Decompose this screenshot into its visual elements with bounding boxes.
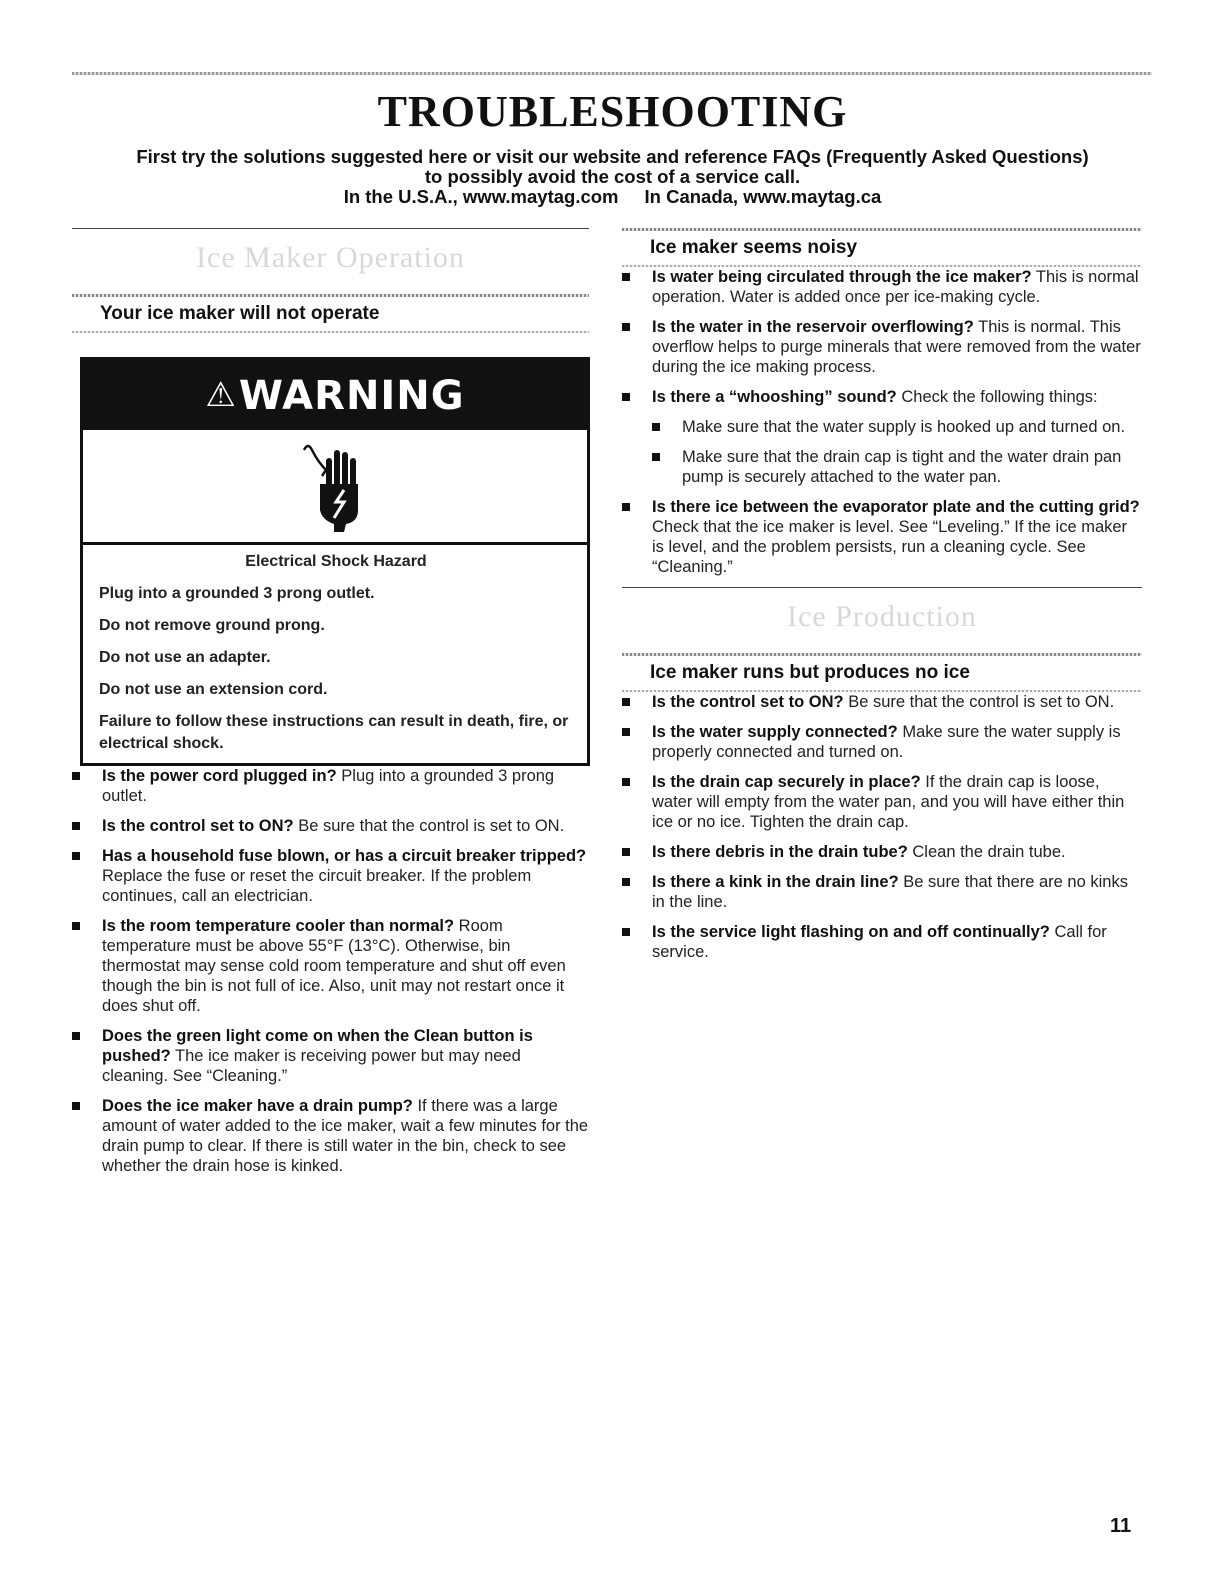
right-column [622, 228, 1142, 972]
item-answer: Make sure the water supply is properly connected and turned on. [652, 723, 1121, 761]
list-item [72, 1096, 589, 1176]
list-item [622, 842, 1142, 862]
item-question: Is there debris in the drain tube? [652, 843, 908, 861]
list-item [622, 872, 1142, 912]
warning-line: Do not use an extension cord. [99, 681, 328, 698]
subhead-seems-noisy: Ice maker seems noisy [650, 237, 858, 258]
item-answer: Call for service. [652, 923, 1107, 961]
left-troubleshoot-list [72, 766, 589, 1176]
item-answer: Be sure that the control is set to ON. [298, 817, 565, 835]
list-item [72, 846, 589, 906]
list-item [72, 816, 589, 836]
warning-label: WARNING [238, 373, 465, 419]
item-question: Does the ice maker have a drain pump? [102, 1097, 413, 1115]
production-list [622, 692, 1142, 962]
item-question: Is the drain cap securely in place? [652, 773, 921, 791]
section-title: Ice Production [787, 600, 977, 633]
subhead-will-not-operate: Your ice maker will not operate [100, 303, 380, 324]
dither-rule [72, 331, 589, 333]
list-item [622, 387, 1142, 487]
item-question: Is the control set to ON? [652, 693, 844, 711]
intro-usa-link[interactable]: In the U.S.A., www.maytag.com [343, 186, 619, 207]
list-item [622, 692, 1142, 712]
sub-list-item: Make sure that the drain cap is tight and the water drain pan pump is securely attached to the water pan. [652, 447, 1142, 487]
item-answer: Be sure that there are no kinks in the line. [652, 873, 1128, 911]
item-question: Is the room temperature cooler than normal? [102, 917, 455, 935]
intro-text [60, 147, 1165, 207]
item-answer: Check the following things: [901, 388, 1098, 406]
list-item [72, 1026, 589, 1086]
warning-box [80, 357, 590, 766]
item-question: Has a household fuse blown, or has a circuit breaker tripped? [102, 847, 587, 865]
intro-canada-link[interactable]: In Canada, www.maytag.ca [644, 186, 882, 207]
electrical-shock-hand-icon [300, 440, 370, 532]
warning-banner [83, 360, 587, 430]
item-answer: If the drain cap is loose, water will empty from the water pan, and you will have either thin ice or no ice. Tighten the drain cap. [652, 773, 1125, 831]
item-question: Is the control set to ON? [102, 817, 294, 835]
item-answer: Be sure that the control is set to ON. [848, 693, 1115, 711]
item-answer: The ice maker is receiving power but may need cleaning. See “Cleaning.” [102, 1047, 521, 1085]
warning-body [83, 545, 587, 763]
item-question: Does the green light come on when the Clean button is pushed? [102, 1027, 533, 1065]
subhead-no-ice: Ice maker runs but produces no ice [650, 662, 970, 683]
warning-line: Failure to follow these instructions can result in death, fire, or electrical shock. [99, 713, 569, 752]
hazard-title: Electrical Shock Hazard [245, 553, 427, 570]
item-question: Is the power cord plugged in? [102, 767, 337, 785]
item-question: Is there ice between the evaporator plate and the cutting grid? [652, 498, 1140, 516]
item-answer: This is normal. This overflow helps to purge minerals that were removed from the water during the ice making process. [652, 318, 1141, 376]
item-question: Is there a “whooshing” sound? [652, 388, 897, 406]
item-answer: If there was a large amount of water added to the ice maker, wait a few minutes for the drain pump to clear. If there is still water in the bin, check to see whether the drain hose is kinked. [102, 1097, 589, 1175]
warning-triangle-icon: ⚠ [205, 375, 237, 415]
sub-list-item: Make sure that the water supply is hooked up and turned on. [652, 417, 1142, 437]
item-answer: Check that the ice maker is level. See “Leveling.” If the ice maker is level, and the problem persists, run a cleaning cycle. See “Cleaning.” [652, 518, 1128, 576]
list-item [622, 772, 1142, 832]
warning-line: Do not remove ground prong. [99, 617, 325, 634]
section-title: Ice Maker Operation [196, 241, 465, 274]
section-banner-ice-production [622, 587, 1142, 653]
warning-line: Plug into a grounded 3 prong outlet. [99, 585, 375, 602]
list-item [622, 722, 1142, 762]
item-question: Is the water in the reservoir overflowing? [652, 318, 974, 336]
whooshing-sublist [652, 417, 1142, 487]
item-answer: Plug into a grounded 3 prong outlet. [102, 767, 555, 805]
top-rule [72, 72, 1152, 75]
item-question: Is the water supply connected? [652, 723, 898, 741]
list-item [622, 922, 1142, 962]
item-question: Is there a kink in the drain line? [652, 873, 899, 891]
list-item [622, 267, 1142, 307]
page-title: TROUBLESHOOTING [377, 87, 848, 136]
list-item [622, 497, 1142, 577]
warning-line: Do not use an adapter. [99, 649, 271, 666]
shock-icon-area [83, 430, 587, 545]
intro-line-1: First try the solutions suggested here or visit our website and reference FAQs (Frequently Asked Questions) [136, 146, 1089, 167]
item-answer: Replace the fuse or reset the circuit breaker. If the problem continues, call an electrician. [102, 867, 532, 905]
page-number: 11 [1110, 1515, 1132, 1537]
intro-line-2: to possibly avoid the cost of a service call. [424, 166, 801, 187]
item-answer: Clean the drain tube. [912, 843, 1066, 861]
list-item [72, 766, 589, 806]
left-column [72, 228, 589, 1186]
item-answer: This is normal operation. Water is added once per ice-making cycle. [652, 268, 1139, 306]
noisy-list [622, 267, 1142, 577]
section-banner-ice-maker-operation [72, 228, 589, 294]
item-question: Is the service light flashing on and off continually? [652, 923, 1050, 941]
item-question: Is water being circulated through the ice maker? [652, 268, 1032, 286]
intro-line-3 [60, 187, 1165, 207]
item-answer: Room temperature must be above 55°F (13°C). Otherwise, bin thermostat may sense cold room temperature and shut off even though the bin is not full of ice. Also, unit may not restart once it does shut off. [102, 917, 566, 1015]
list-item [622, 317, 1142, 377]
list-item [72, 916, 589, 1016]
